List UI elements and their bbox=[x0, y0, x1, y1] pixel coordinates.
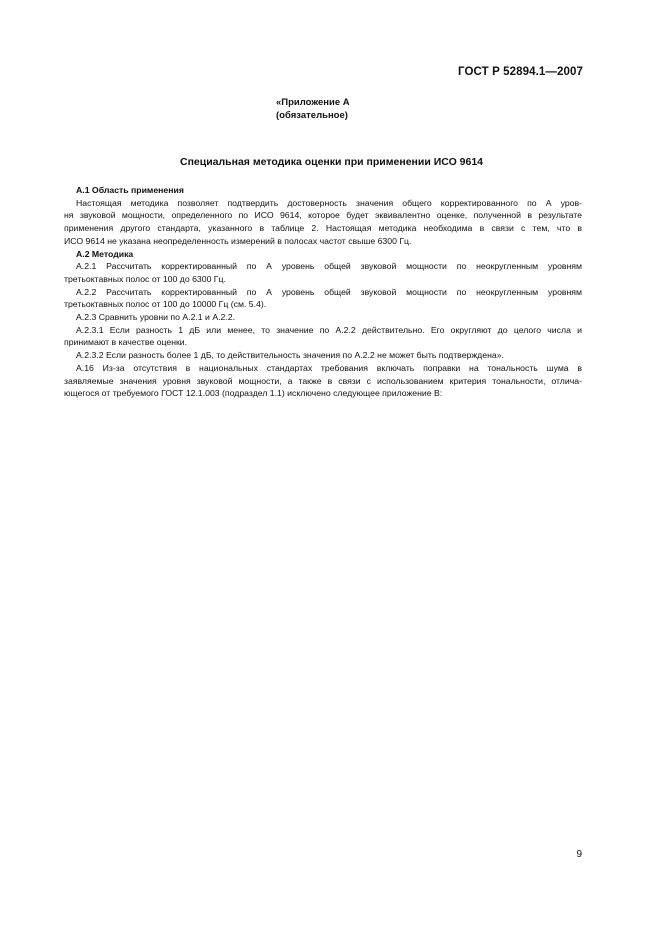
appendix-status: (обязательное) bbox=[276, 110, 348, 121]
paragraph-a222-line2: третьоктавных полос от 100 до 10000 Гц (см. 5.4). bbox=[64, 299, 267, 310]
paragraph-a2231-line1: А.2.3.1 Если разность 1 дБ или менее, то значение по А.2.2 действительно. Его округляют до целого числа и bbox=[76, 324, 582, 335]
paragraph-a1-line4: ИСО 9614 не указана неопределенность измерений в полосах частот свыше 6300 Гц. bbox=[64, 235, 412, 246]
paragraph-a222-line1: А.2.2 Рассчитать корректированный по А уровень общей звуковой мощности по неокругленным уровням bbox=[76, 286, 582, 297]
paragraph-a2231-line2: принимают в качестве оценки. bbox=[64, 337, 188, 348]
paragraph-a16-line1: А.16 Из-за отсутствия в национальных стандартах требования включать поправки на тональность шума в bbox=[76, 362, 582, 373]
body-text bbox=[64, 184, 582, 400]
paragraph-a2232: А.2.3.2 Если разность более 1 дБ, то действительность значения по А.2.2 не может быть подтверждена». bbox=[76, 350, 504, 361]
heading-a2: А.2 Методика bbox=[76, 248, 134, 259]
page-number: 9 bbox=[576, 849, 582, 860]
paragraph-a16-line3: ющегося от требуемого ГОСТ 12.1.003 (подраздел 1.1) исключено следующее приложение В: bbox=[64, 388, 443, 399]
paragraph-a1-line3: применения другого стандарта, указанного в таблице 2. Настоящая методика необходима в связи с тем, что в bbox=[64, 223, 582, 234]
paragraph-a223: А.2.3 Сравнить уровни по А.2.1 и А.2.2. bbox=[76, 312, 236, 323]
paragraph-a221-line1: А.2.1 Рассчитать корректированный по А уровень общей звуковой мощности по неокругленным уровням bbox=[76, 261, 582, 272]
paragraph-a16-line2: заявляемые значения уровня звуковой мощности, а также в связи с использованием критерия тональности, отлича- bbox=[64, 375, 582, 386]
section-title: Специальная методика оценки при применении ИСО 9614 bbox=[179, 156, 484, 168]
paragraph-a1-line1: Настоящая методика позволяет подтвердить достоверность значения общего корректированного по А уров- bbox=[76, 197, 582, 208]
paragraph-a1-line2: ня звуковой мощности, определенного по ИСО 9614, которое будет эквивалентно оценке, полученной в результате bbox=[64, 210, 582, 221]
paragraph-a221-line2: третьоктавных полос от 100 до 6300 Гц. bbox=[64, 273, 226, 284]
heading-a1: А.1 Область применения bbox=[76, 185, 184, 195]
appendix-label bbox=[276, 96, 350, 122]
appendix-title: «Приложение А bbox=[276, 97, 350, 108]
document-code: ГОСТ Р 52894.1—2007 bbox=[458, 66, 583, 78]
